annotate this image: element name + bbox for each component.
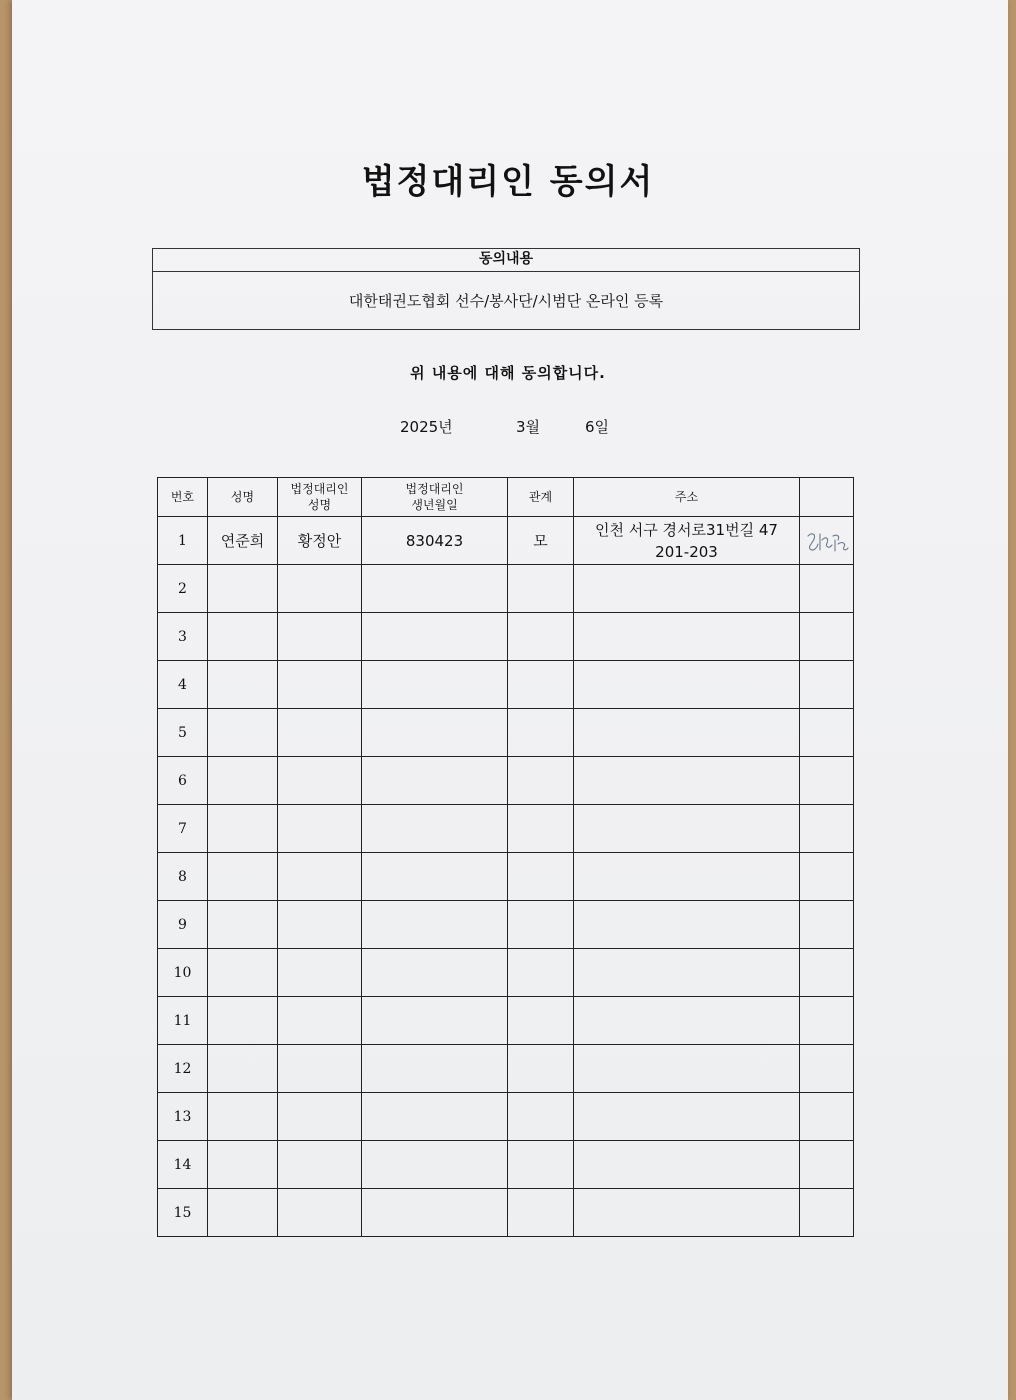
cell-signature <box>800 517 854 565</box>
cell-address <box>574 757 800 805</box>
cell-relation <box>508 613 574 661</box>
cell-relation <box>508 565 574 613</box>
handwritten-signature-image <box>802 526 852 556</box>
cell-guardian-birth <box>362 1093 508 1141</box>
cell-name <box>208 997 278 1045</box>
date-year: 2025년 <box>400 418 453 436</box>
table-row <box>158 709 854 757</box>
cell-guardian-birth <box>362 805 508 853</box>
cell-guardian-name <box>278 613 362 661</box>
document-title: 법정대리인 동의서 <box>361 162 655 202</box>
cell-address <box>574 517 800 565</box>
cell-address <box>574 1189 800 1237</box>
cell-guardian-birth <box>362 949 508 997</box>
cell-relation <box>508 901 574 949</box>
cell-name <box>208 1045 278 1093</box>
cell-address <box>574 949 800 997</box>
cell-number: 15 <box>158 1189 208 1237</box>
cell-relation: 모 <box>508 517 574 565</box>
cell-guardian-name <box>278 901 362 949</box>
header-address: 주소 <box>574 478 800 517</box>
consent-header: 동의내용 <box>153 249 859 272</box>
cell-guardian-name <box>278 949 362 997</box>
cell-number: 4 <box>158 661 208 709</box>
cell-name <box>208 661 278 709</box>
cell-signature <box>800 1141 854 1189</box>
cell-name <box>208 805 278 853</box>
cell-number: 13 <box>158 1093 208 1141</box>
cell-name <box>208 1093 278 1141</box>
table-header-row <box>158 478 854 517</box>
header-guardian-birth-line1: 법정대리인 <box>405 482 464 496</box>
cell-number: 12 <box>158 1045 208 1093</box>
cell-signature <box>800 949 854 997</box>
header-signature <box>800 478 854 517</box>
cell-address <box>574 661 800 709</box>
cell-guardian-name <box>278 853 362 901</box>
cell-number: 7 <box>158 805 208 853</box>
table-row <box>158 757 854 805</box>
cell-guardian-birth <box>362 997 508 1045</box>
cell-guardian-birth <box>362 901 508 949</box>
cell-address <box>574 901 800 949</box>
cell-address <box>574 805 800 853</box>
cell-address <box>574 997 800 1045</box>
table-row <box>158 613 854 661</box>
cell-guardian-name <box>278 757 362 805</box>
cell-guardian-name <box>278 1093 362 1141</box>
cell-signature <box>800 565 854 613</box>
header-name: 성명 <box>208 478 278 517</box>
table-row <box>158 853 854 901</box>
guardian-roster-table <box>157 477 854 1237</box>
cell-guardian-name <box>278 1141 362 1189</box>
table-row <box>158 949 854 997</box>
cell-number: 11 <box>158 997 208 1045</box>
cell-guardian-name <box>278 565 362 613</box>
table-row <box>158 517 854 565</box>
cell-number: 1 <box>158 517 208 565</box>
table-row <box>158 805 854 853</box>
cell-relation <box>508 709 574 757</box>
cell-guardian-name <box>278 805 362 853</box>
cell-address <box>574 1093 800 1141</box>
header-guardian-name <box>278 478 362 517</box>
cell-relation <box>508 1093 574 1141</box>
cell-address-line1: 인천 서구 경서로31번길 47 <box>595 520 778 539</box>
cell-relation <box>508 1189 574 1237</box>
cell-number: 6 <box>158 757 208 805</box>
cell-signature <box>800 1189 854 1237</box>
agreement-statement: 위 내용에 대해 동의합니다. <box>410 364 606 382</box>
cell-name <box>208 709 278 757</box>
cell-name <box>208 853 278 901</box>
cell-name <box>208 613 278 661</box>
cell-number: 5 <box>158 709 208 757</box>
cell-signature <box>800 997 854 1045</box>
cell-name <box>208 757 278 805</box>
cell-number: 2 <box>158 565 208 613</box>
cell-address <box>574 709 800 757</box>
consent-box <box>152 248 860 330</box>
table-row <box>158 997 854 1045</box>
cell-relation <box>508 853 574 901</box>
cell-name <box>208 1141 278 1189</box>
cell-address <box>574 1045 800 1093</box>
cell-address <box>574 613 800 661</box>
table-row <box>158 1189 854 1237</box>
table-row <box>158 661 854 709</box>
cell-number: 8 <box>158 853 208 901</box>
header-guardian-name-line1: 법정대리인 <box>290 482 349 496</box>
cell-name <box>208 565 278 613</box>
cell-number: 3 <box>158 613 208 661</box>
cell-guardian-birth: 830423 <box>362 517 508 565</box>
cell-guardian-name: 황정안 <box>278 517 362 565</box>
cell-number: 10 <box>158 949 208 997</box>
table-row <box>158 1093 854 1141</box>
cell-address <box>574 853 800 901</box>
cell-guardian-birth <box>362 709 508 757</box>
cell-address <box>574 565 800 613</box>
cell-guardian-birth <box>362 1141 508 1189</box>
cell-signature <box>800 613 854 661</box>
cell-guardian-name <box>278 709 362 757</box>
cell-relation <box>508 1045 574 1093</box>
header-number: 번호 <box>158 478 208 517</box>
cell-guardian-birth <box>362 757 508 805</box>
table-row <box>158 1045 854 1093</box>
cell-signature <box>800 709 854 757</box>
cell-relation <box>508 949 574 997</box>
cell-name <box>208 901 278 949</box>
cell-signature <box>800 901 854 949</box>
cell-guardian-birth <box>362 853 508 901</box>
cell-name <box>208 1189 278 1237</box>
cell-guardian-name <box>278 997 362 1045</box>
cell-guardian-birth <box>362 1189 508 1237</box>
cell-name <box>208 949 278 997</box>
cell-signature <box>800 805 854 853</box>
cell-signature <box>800 661 854 709</box>
cell-relation <box>508 1141 574 1189</box>
cell-name: 연준희 <box>208 517 278 565</box>
header-guardian-birth <box>362 478 508 517</box>
cell-relation <box>508 661 574 709</box>
cell-signature <box>800 853 854 901</box>
cell-number: 14 <box>158 1141 208 1189</box>
cell-address <box>574 1141 800 1189</box>
date-day: 6일 <box>585 418 610 436</box>
cell-relation <box>508 997 574 1045</box>
cell-signature <box>800 1045 854 1093</box>
cell-guardian-name <box>278 1189 362 1237</box>
cell-guardian-birth <box>362 613 508 661</box>
header-guardian-birth-line2: 생년월일 <box>411 498 458 512</box>
cell-guardian-name <box>278 1045 362 1093</box>
cell-guardian-name <box>278 661 362 709</box>
cell-number: 9 <box>158 901 208 949</box>
date-month: 3월 <box>516 418 541 436</box>
cell-guardian-birth <box>362 661 508 709</box>
cell-relation <box>508 757 574 805</box>
cell-relation <box>508 805 574 853</box>
table-row <box>158 565 854 613</box>
cell-signature <box>800 1093 854 1141</box>
header-guardian-name-line2: 성명 <box>307 498 332 512</box>
header-relation: 관계 <box>508 478 574 517</box>
cell-guardian-birth <box>362 565 508 613</box>
table-row <box>158 901 854 949</box>
cell-signature <box>800 757 854 805</box>
cell-address-line2: 201-203 <box>655 542 718 561</box>
consent-body: 대한태권도협회 선수/봉사단/시범단 온라인 등록 <box>348 292 664 310</box>
table-row <box>158 1141 854 1189</box>
cell-guardian-birth <box>362 1045 508 1093</box>
